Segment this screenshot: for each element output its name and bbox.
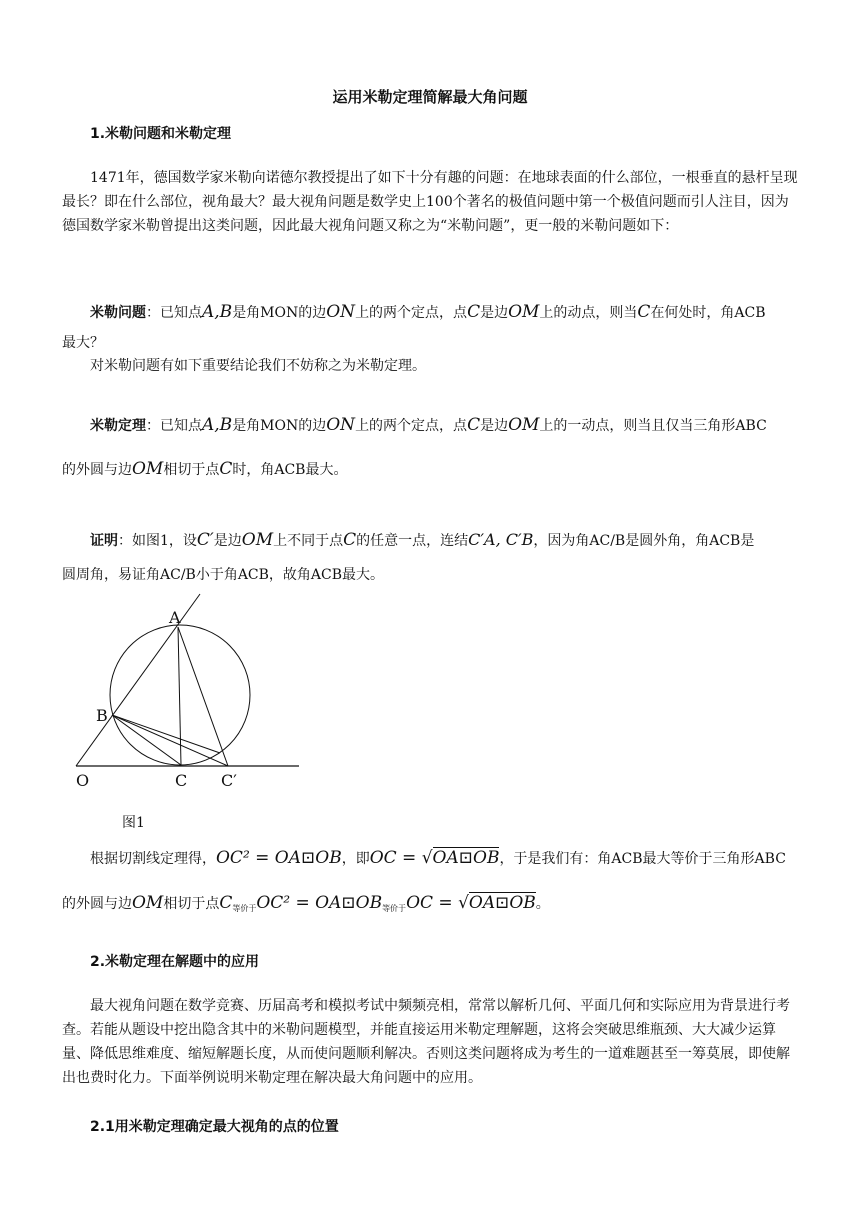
proof-label: 证明: [90, 533, 118, 549]
label-cprime: C′: [221, 771, 237, 790]
text-span: 是边: [480, 305, 509, 321]
figure-1-diagram: [70, 590, 310, 795]
math-c: C: [467, 302, 481, 322]
section-1-heading: 1.米勒问题和米勒定理: [90, 126, 232, 142]
math-om: OM: [241, 530, 274, 550]
miller-theorem-paragraph: [62, 410, 800, 441]
math-c: C: [467, 415, 481, 435]
circumcircle: [110, 625, 250, 765]
label-a: A: [169, 608, 181, 627]
math-om: OM: [508, 302, 540, 322]
segment-ab-extra: [112, 715, 220, 753]
text-span: 根据切割线定理得，: [90, 851, 216, 867]
miller-problem-label: 米勒问题: [90, 305, 146, 321]
label-c: C: [175, 771, 188, 790]
tangent-line-1: [62, 845, 822, 872]
text-span: 上的一动点，则当且仅当三角形ABC: [539, 418, 767, 434]
text-span: 上不同于点: [273, 533, 344, 549]
sqrt-sign: √: [421, 848, 433, 868]
math-c: C: [343, 530, 357, 550]
text-span: 是角MON的边: [232, 305, 327, 321]
text-span: 时，角ACB最大。: [232, 462, 348, 478]
miller-problem-end: 最大？: [62, 335, 104, 351]
text-span: ，因为角AC/B是圆外角，角ACB是: [533, 533, 755, 549]
text-span: 是边: [480, 418, 509, 434]
text-span: ：如图1，设: [118, 533, 197, 549]
proof-line2: 圆周角，易证角AC/B小于角ACB，故角ACB最大。: [62, 567, 385, 583]
text-span: ，即: [341, 851, 370, 867]
label-b: B: [96, 706, 108, 725]
text-span: 是边: [213, 533, 242, 549]
ray-on: [76, 594, 200, 766]
text-span: 的任意一点，连结: [356, 533, 469, 549]
text-span: ：已知点: [146, 418, 202, 434]
segment-bc: [112, 715, 181, 765]
text-span: ，于是我们有：角ACB最大等价于三角形ABC: [499, 851, 786, 867]
math-c: C: [219, 459, 233, 479]
segment-bcprime: [112, 715, 228, 766]
math-ab: A,B: [202, 302, 233, 322]
label-o: O: [76, 771, 90, 790]
section-2-heading: 2.米勒定理在解题中的应用: [90, 954, 260, 970]
figure-1-caption: 图1: [122, 815, 145, 831]
equivalent-word: 等价于: [232, 904, 257, 913]
math-om: OM: [132, 893, 164, 913]
text-span: 的外圆与边: [62, 462, 132, 478]
conclusion-intro: 对米勒问题有如下重要结论我们不妨称之为米勒定理。: [90, 358, 426, 374]
text-span: 。: [535, 896, 550, 912]
equation-sqrt-body: OA⊡OB: [432, 848, 500, 868]
math-ca-cb: C′A, C′B: [468, 530, 534, 549]
math-on: ON: [326, 415, 356, 435]
text-span: 的外圆与边: [62, 896, 132, 912]
text-span: 上的两个定点，点: [355, 418, 468, 434]
text-span: 相切于点: [163, 896, 220, 912]
document-title: 运用米勒定理简解最大角问题: [332, 88, 528, 106]
math-c: C: [219, 893, 233, 913]
miller-theorem-label: 米勒定理: [90, 418, 146, 434]
math-on: ON: [326, 302, 356, 322]
equation-sqrt-body: OA⊡OB: [468, 893, 536, 913]
miller-problem-paragraph: [62, 297, 800, 328]
text-span: 上的两个定点，点: [355, 305, 468, 321]
text-span: ：已知点: [146, 305, 202, 321]
text-span: 上的动点，则当: [539, 305, 638, 321]
math-cprime: C′: [196, 530, 214, 550]
equation-oc-squared: OC² = OA⊡OB: [216, 848, 342, 868]
equivalent-word: 等价于: [382, 904, 407, 913]
text-span: 是角MON的边: [232, 418, 327, 434]
equation-oc: OC =: [369, 848, 422, 868]
math-c: C: [637, 302, 651, 322]
equation-oc-squared: OC² = OA⊡OB: [256, 893, 383, 913]
section-2-body: 最大视角问题在数学竞赛、历届高考和模拟考试中频频亮相，常常以解析几何、平面几何和实际应用为背景进行考查。若能从题设中挖出隐含其中的米勒问题模型，并能直接运用米勒定理解题，这将会突破思维瓶颈、大大减少运算量、降低思维难度、缩短解题长度，从而使问题顺利解决。否则这类问题将成为考生的一道难题甚至一筹莫展，即使解出也费时化力。下面举例说明米勒定理在解决最大角问题中的应用。: [62, 998, 790, 1086]
segment-acprime: [178, 627, 228, 766]
miller-theorem-line2: [62, 454, 800, 485]
tangent-line-2: [62, 890, 822, 922]
sqrt-sign: √: [458, 893, 469, 913]
equation-oc: OC =: [406, 893, 459, 913]
text-span: 在何处时，角ACB: [650, 305, 766, 321]
intro-paragraph: 1471年，德国数学家米勒向诺德尔教授提出了如下十分有趣的问题：在地球表面的什么部位，一根垂直的悬杆呈现最长？即在什么部位，视角最大？最大视角问题是数学史上100个著名的极值问题中第一个极值问题而引人注目，因为德国数学家米勒曾提出这类问题，因此最大视角问题又称之为“米勒问题”，更一般的米勒问题如下：: [62, 170, 798, 234]
proof-paragraph: [62, 525, 800, 556]
math-om: OM: [508, 415, 540, 435]
section-2-1-heading: 2.1用米勒定理确定最大视角的点的位置: [90, 1119, 339, 1135]
text-span: 相切于点: [163, 462, 220, 478]
math-om: OM: [132, 459, 164, 479]
math-ab: A,B: [202, 415, 233, 435]
